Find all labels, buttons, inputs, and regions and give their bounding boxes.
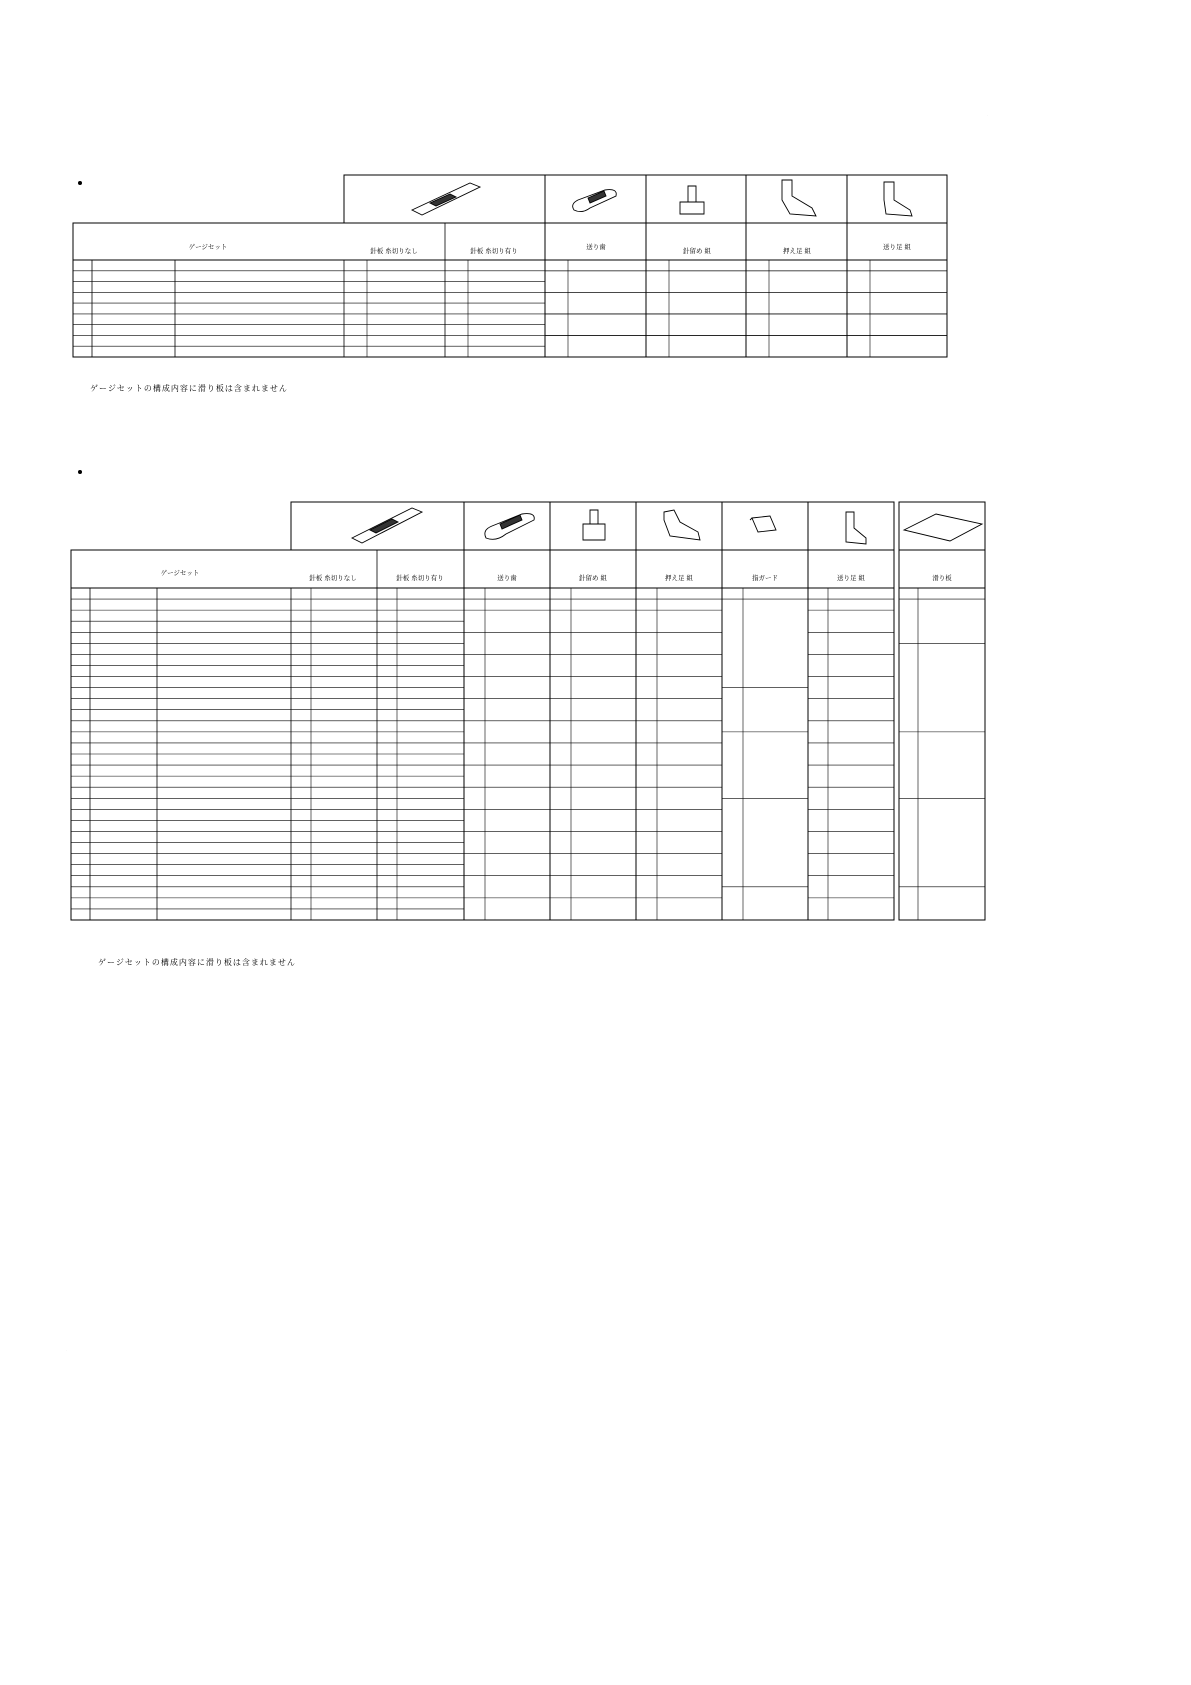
s1-header-needle-plate-no-cut: 針板 糸切りなし xyxy=(370,247,418,255)
needle-plate-icon xyxy=(352,508,422,543)
corner-dot-2: . xyxy=(66,1350,67,1352)
s2-header-needle-plate-no-cut: 針板 糸切りなし xyxy=(309,574,357,582)
corner-dot: . xyxy=(987,115,988,117)
needle-plate-icon xyxy=(412,183,480,215)
presser-foot-icon xyxy=(664,510,700,540)
s2-header-finger-guard: 指ガード xyxy=(752,574,778,582)
slide-plate-icon xyxy=(904,514,982,541)
s2-header-needle-plate-cut: 針板 糸切り有り xyxy=(396,574,444,582)
s1-header-feed-dog: 送り歯 xyxy=(586,243,606,251)
s1-header-needle-stopper: 針留め 組 xyxy=(682,247,712,255)
feed-dog-icon xyxy=(573,190,617,212)
s2-header-feed-foot: 送り足 組 xyxy=(836,574,866,582)
needle-clamp-icon xyxy=(680,186,704,214)
feed-foot-icon xyxy=(884,182,912,216)
s2-header-gauge-set: ゲージセット xyxy=(160,569,200,577)
needle-clamp-icon xyxy=(583,510,605,540)
s2-slide-plate-box xyxy=(899,502,985,920)
s2-note: ゲージセットの構成内容に滑り板は含まれません xyxy=(98,958,296,967)
s1-note: ゲージセットの構成内容に滑り板は含まれません xyxy=(90,384,288,393)
finger-guard-icon xyxy=(750,516,776,532)
s2-header-presser-foot: 押え足 組 xyxy=(664,574,694,582)
s1-header-gauge-set: ゲージセット xyxy=(188,243,228,251)
s2-header-slide-plate: 滑り板 xyxy=(932,574,952,582)
s1-header-presser-foot: 押え足 組 xyxy=(782,247,812,255)
s2-header-needle-stopper: 針留め 組 xyxy=(578,574,608,582)
section2-bullet xyxy=(78,470,82,474)
s1-header-feed-foot: 送り足 組 xyxy=(882,243,912,251)
feed-dog-icon xyxy=(485,514,534,540)
presser-foot-icon xyxy=(782,180,816,216)
feed-foot-icon xyxy=(846,512,866,544)
s1-header-needle-plate-cut: 針板 糸切り有り xyxy=(470,247,518,255)
s2-header-feed-dog: 送り歯 xyxy=(497,574,517,582)
